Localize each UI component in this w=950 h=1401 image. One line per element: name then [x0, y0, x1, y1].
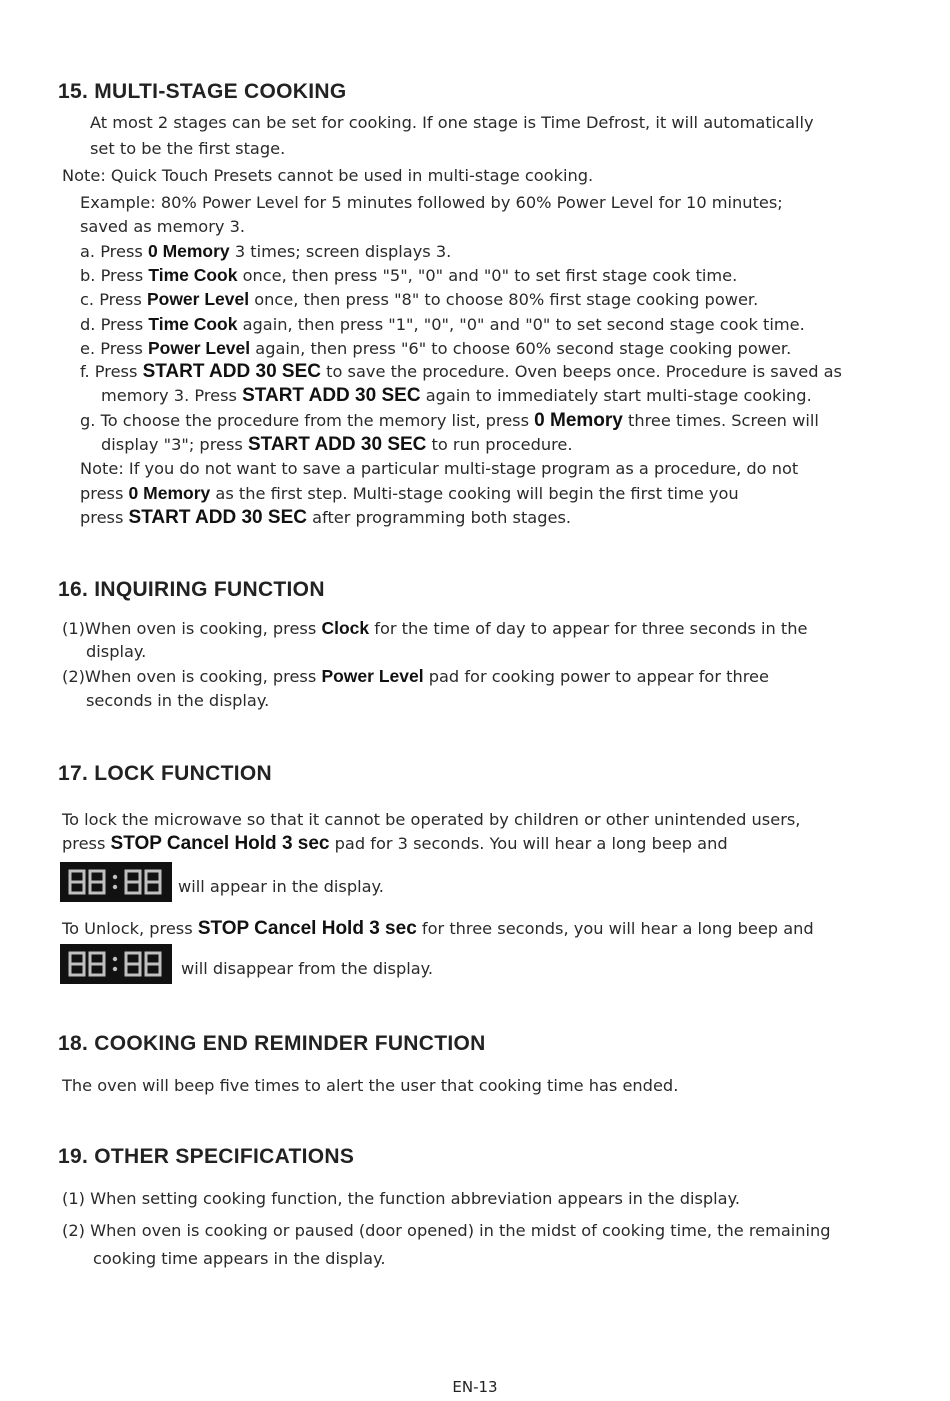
s19-item-2: (2) When oven is cooking or paused (door opened) in the midst of cooking time, the remaining [62, 1221, 831, 1240]
s15-intro-line-1: At most 2 stages can be set for cooking. If one stage is Time Defrost, it will automatically [90, 113, 814, 132]
s15-step-f: f. Press START ADD 30 SEC to save the procedure. Oven beeps once. Procedure is saved as [80, 361, 842, 382]
key-power-level: Power Level [148, 338, 251, 358]
s15-step-f-line-2: memory 3. Press START ADD 30 SEC again to immediately start multi-stage cooking. [101, 385, 812, 406]
section-17-title: 17. LOCK FUNCTION [58, 762, 272, 785]
section-16-title: 16. INQUIRING FUNCTION [58, 578, 325, 601]
s15-step-c: c. Press Power Level once, then press "8" to choose 80% first stage cooking power. [80, 289, 759, 309]
s17-unlock-line-2: will disappear from the display. [181, 959, 434, 978]
s15-step-e: e. Press Power Level again, then press "6" to choose 60% second stage cooking power. [80, 338, 792, 358]
s15-example-line-2: saved as memory 3. [80, 217, 246, 236]
s17-unlock-line-1: To Unlock, press STOP Cancel Hold 3 sec for three seconds, you will hear a long beep and [62, 918, 814, 939]
section-18-title: 18. COOKING END REMINDER FUNCTION [58, 1032, 486, 1055]
s15-step-a: a. Press 0 Memory 3 times; screen displays 3. [80, 241, 452, 261]
s15-step-g: g. To choose the procedure from the memory list, press 0 Memory three times. Screen will [80, 410, 819, 431]
s16-item-2-line-2: seconds in the display. [86, 691, 270, 710]
key-start-add-30-sec: START ADD 30 SEC [142, 361, 321, 382]
key-power-level: Power Level [321, 666, 424, 686]
s15-example-line-1: Example: 80% Power Level for 5 minutes followed by 60% Power Level for 10 minutes; [80, 193, 783, 212]
key-stop-cancel: STOP Cancel Hold 3 sec [110, 833, 330, 854]
s17-lock-line-1: To lock the microwave so that it cannot be operated by children or other unintended users, [62, 810, 801, 829]
s18-text: The oven will beep five times to alert the user that cooking time has ended. [62, 1076, 679, 1095]
page-number: EN-13 [452, 1378, 498, 1396]
key-0-memory: 0 Memory [534, 410, 623, 431]
s15-note-2-line-3: press START ADD 30 SEC after programming both stages. [80, 507, 572, 528]
key-0-memory: 0 Memory [128, 483, 211, 503]
s15-note: Note: Quick Touch Presets cannot be used in multi-stage cooking. [62, 166, 594, 185]
key-time-cook: Time Cook [148, 314, 238, 334]
s15-step-d: d. Press Time Cook again, then press "1", "0", "0" and "0" to set second stage cook time. [80, 314, 805, 334]
seven-segment-digits-icon [66, 950, 166, 978]
key-start-add-30-sec: START ADD 30 SEC [128, 507, 307, 528]
s15-note-2-line-1: Note: If you do not want to save a particular multi-stage program as a procedure, do not [80, 459, 799, 478]
s16-item-1-line-2: display. [86, 642, 147, 661]
s16-item-1: (1)When oven is cooking, press Clock for the time of day to appear for three seconds in the [62, 618, 808, 638]
seven-segment-digits-icon [66, 868, 166, 896]
key-start-add-30-sec: START ADD 30 SEC [242, 385, 421, 406]
section-15-title: 15. MULTI-STAGE COOKING [58, 80, 347, 103]
key-clock: Clock [321, 618, 370, 638]
s15-step-g-line-2: display "3"; press START ADD 30 SEC to run procedure. [101, 434, 573, 455]
section-19-title: 19. OTHER SPECIFICATIONS [58, 1145, 355, 1168]
key-start-add-30-sec: START ADD 30 SEC [247, 434, 427, 455]
key-time-cook: Time Cook [148, 265, 238, 285]
s19-item-2-line-2: cooking time appears in the display. [93, 1249, 386, 1268]
s16-item-2: (2)When oven is cooking, press Power Level pad for cooking power to appear for three [62, 666, 769, 686]
s15-intro-line-2: set to be the first stage. [90, 139, 286, 158]
key-stop-cancel: STOP Cancel Hold 3 sec [197, 918, 417, 939]
s17-lock-line-3: will appear in the display. [178, 877, 384, 896]
s17-lock-line-2: press STOP Cancel Hold 3 sec pad for 3 seconds. You will hear a long beep and [62, 833, 728, 854]
s19-item-1: (1) When setting cooking function, the function abbreviation appears in the display. [62, 1189, 741, 1208]
key-power-level: Power Level [146, 289, 250, 309]
s15-step-b: b. Press Time Cook once, then press "5", "0" and "0" to set first stage cook time. [80, 265, 738, 285]
lock-display-icon [60, 862, 172, 902]
unlock-display-icon [60, 944, 172, 984]
key-0-memory: 0 Memory [147, 241, 230, 261]
s15-note-2-line-2: press 0 Memory as the first step. Multi-stage cooking will begin the first time you [80, 483, 739, 503]
